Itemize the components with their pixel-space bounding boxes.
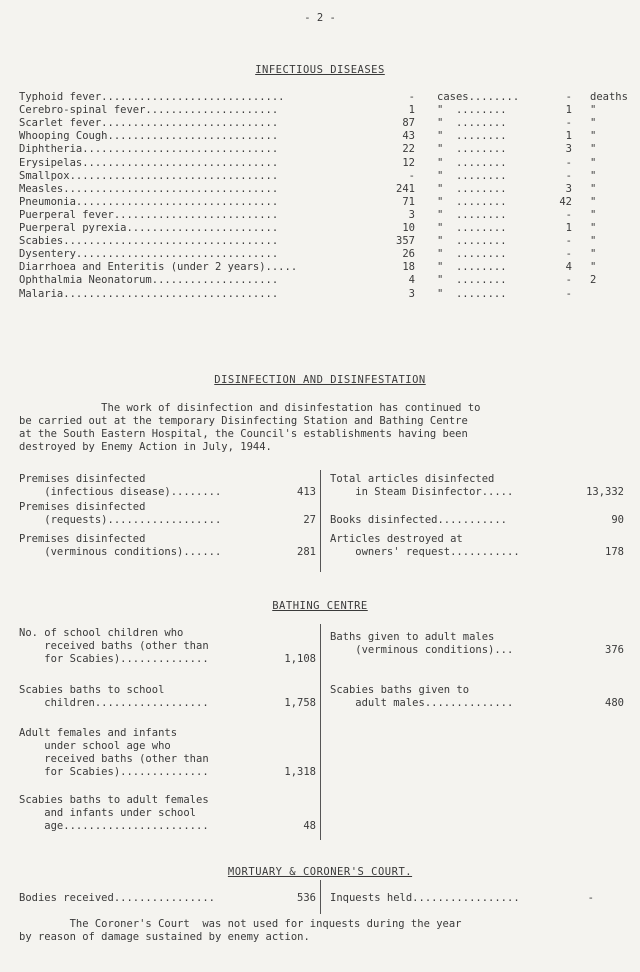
disease-row — [0, 261, 640, 275]
disease-name: Dysentery................................ — [19, 248, 279, 261]
mortuary-divider — [320, 880, 321, 914]
disease-name: Diarrhoea and Enteritis (under 2 years)..... — [19, 261, 298, 274]
deaths-ditto: " — [590, 104, 597, 117]
disease-deaths: 3 — [565, 143, 572, 156]
scabies-school-label: Scabies baths to school children.................. — [19, 684, 209, 709]
disease-deaths: - — [565, 287, 572, 300]
articles-destroyed-label: Articles destroyed at owners' request........... — [330, 533, 520, 558]
cases-ditto: " ........ — [437, 156, 507, 169]
disease-row — [0, 157, 640, 171]
deaths-ditto: 2 — [590, 274, 597, 287]
deaths-ditto: " — [590, 143, 597, 156]
cases-ditto: cases........ — [437, 91, 520, 103]
bodies-received-label: Bodies received................ — [19, 892, 215, 904]
disease-row — [0, 196, 640, 210]
inquests-held-label: Inquests held................. — [330, 892, 520, 904]
scabies-school-value: 1,758 — [284, 697, 316, 709]
disease-deaths: - — [565, 235, 572, 248]
cases-ditto: " ........ — [437, 208, 507, 221]
deaths-ditto: " — [590, 235, 597, 248]
coroner-paragraph: The Coroner's Court was not used for inquests during the year by reason of damage sustained by enemy action. — [19, 918, 462, 943]
adult-females-label: Adult females and infants under school age who received baths (other than for Scabies).............. — [19, 727, 209, 778]
total-articles-label: Total articles disinfected in Steam Disinfector..... — [330, 473, 514, 498]
disease-name: Cerebro-spinal fever..................... — [19, 104, 279, 117]
disease-row — [0, 143, 640, 157]
books-label: Books disinfected........... — [330, 514, 508, 526]
disease-name: Pneumonia................................ — [19, 195, 279, 208]
disease-name: Puerperal fever.......................... — [19, 208, 279, 221]
cases-ditto: " ........ — [437, 130, 507, 143]
premises-infectious-value: 413 — [297, 486, 316, 498]
cases-ditto: " ........ — [437, 287, 507, 300]
total-articles-value: 13,332 — [586, 486, 624, 498]
cases-ditto: " ........ — [437, 104, 507, 117]
deaths-ditto: " — [590, 130, 597, 143]
deaths-ditto: " — [590, 182, 597, 195]
disease-cases: 71 — [402, 195, 415, 208]
cases-ditto: " ........ — [437, 248, 507, 261]
deaths-ditto: deaths — [590, 91, 628, 103]
disease-deaths: 1 — [565, 104, 572, 117]
infectious-heading: INFECTIOUS DISEASES — [255, 64, 385, 76]
bathing-divider — [320, 624, 321, 840]
disease-name: Puerperal pyrexia........................ — [19, 222, 279, 234]
disease-deaths: - — [565, 208, 572, 221]
cases-ditto: " ........ — [437, 143, 507, 156]
disease-deaths: - — [565, 156, 572, 169]
mortuary-heading: MORTUARY & CORONER'S COURT. — [227, 866, 413, 878]
bathing-heading: BATHING CENTRE — [272, 600, 368, 612]
deaths-ditto: " — [590, 169, 597, 182]
inquests-held-value: - — [587, 892, 594, 904]
disinfection-paragraph: The work of disinfection and disinfestation has continued to be carried out at the temporary Disinfecting Station and Bathing Centre at the South Eastern Hospital, the Council's establishments having been destroyed by Enemy Action in July, 1944. — [19, 402, 481, 453]
deaths-ditto: " — [590, 248, 597, 261]
cases-ditto: " ........ — [437, 117, 507, 130]
disinfection-heading: DISINFECTION AND DISINFESTATION — [214, 374, 426, 386]
premises-infectious-label: Premises disinfected (infectious disease)........ — [19, 473, 222, 498]
disease-deaths: 42 — [559, 195, 572, 208]
adult-males-baths-label: Baths given to adult males (verminous conditions)... — [330, 631, 514, 656]
disease-deaths: - — [565, 169, 572, 182]
cases-ditto: " ........ — [437, 195, 507, 208]
disease-row — [0, 91, 640, 105]
school-children-baths-value: 1,108 — [284, 653, 316, 665]
disease-deaths: 1 — [565, 130, 572, 143]
disease-name: Diphtheria............................... — [19, 143, 279, 156]
deaths-ditto: " — [590, 222, 597, 234]
disease-name: Scabies.................................. — [19, 235, 279, 248]
disease-name: Scarlet fever............................ — [19, 117, 279, 130]
disease-name: Measles.................................. — [19, 182, 279, 195]
disease-cases: 4 — [408, 274, 415, 287]
disease-row — [0, 104, 640, 118]
disease-cases: 3 — [408, 208, 415, 221]
disease-deaths: 3 — [565, 182, 572, 195]
disease-deaths: 4 — [565, 261, 572, 274]
disease-row — [0, 170, 640, 184]
disease-deaths: - — [565, 117, 572, 130]
disease-cases: 87 — [402, 117, 415, 130]
disease-name: Erysipelas............................... — [19, 156, 279, 169]
disease-row — [0, 235, 640, 249]
cases-ditto: " ........ — [437, 261, 507, 274]
page-number: - 2 - — [304, 12, 336, 24]
disease-row — [0, 183, 640, 197]
premises-verminous-value: 281 — [297, 546, 316, 558]
disease-name: Whooping Cough........................... — [19, 130, 279, 143]
articles-destroyed-value: 178 — [605, 546, 624, 558]
disease-cases: 18 — [402, 261, 415, 274]
adult-males-baths-value: 376 — [605, 644, 624, 656]
disease-row — [0, 209, 640, 223]
disease-cases: 1 — [408, 104, 415, 117]
deaths-ditto: " — [590, 117, 597, 130]
disease-row — [0, 130, 640, 144]
disease-name: Ophthalmia Neonatorum.................... — [19, 274, 279, 287]
cases-ditto: " ........ — [437, 169, 507, 182]
disease-cases: - — [408, 91, 415, 103]
scabies-adult-males-label: Scabies baths given to adult males.............. — [330, 684, 514, 709]
scabies-adult-males-value: 480 — [605, 697, 624, 709]
disease-cases: 26 — [402, 248, 415, 261]
cases-ditto: " ........ — [437, 274, 507, 287]
disease-cases: 3 — [408, 287, 415, 300]
bodies-received-value: 536 — [297, 892, 316, 904]
disease-row — [0, 288, 640, 302]
scabies-adult-females-label: Scabies baths to adult females and infants under school age....................... — [19, 794, 209, 832]
deaths-ditto: " — [590, 156, 597, 169]
disease-cases: 357 — [396, 235, 415, 248]
deaths-ditto: " — [590, 261, 597, 274]
premises-verminous-label: Premises disinfected (verminous conditions)...... — [19, 533, 222, 558]
premises-requests-label: Premises disinfected (requests).................. — [19, 501, 222, 526]
cases-ditto: " ........ — [437, 182, 507, 195]
disease-cases: 10 — [402, 222, 415, 234]
disease-cases: 22 — [402, 143, 415, 156]
disease-row — [0, 117, 640, 131]
school-children-baths-label: No. of school children who received baths (other than for Scabies).............. — [19, 627, 209, 665]
disease-row — [0, 222, 640, 236]
disease-cases: 12 — [402, 156, 415, 169]
deaths-ditto: " — [590, 195, 597, 208]
disease-row — [0, 248, 640, 262]
disease-name: Smallpox................................. — [19, 169, 279, 182]
disease-cases: 43 — [402, 130, 415, 143]
books-value: 90 — [611, 514, 624, 526]
premises-requests-value: 27 — [303, 514, 316, 526]
disinfection-divider — [320, 470, 321, 572]
adult-females-value: 1,318 — [284, 766, 316, 778]
disease-cases: 241 — [396, 182, 415, 195]
disease-deaths: - — [565, 91, 572, 103]
cases-ditto: " ........ — [437, 222, 507, 234]
disease-deaths: - — [565, 248, 572, 261]
disease-cases: - — [408, 169, 415, 182]
disease-deaths: 1 — [565, 222, 572, 234]
disease-row — [0, 274, 640, 288]
disease-name: Malaria.................................. — [19, 287, 279, 300]
disease-deaths: - — [565, 274, 572, 287]
scabies-adult-females-value: 48 — [303, 820, 316, 832]
deaths-ditto: " — [590, 208, 597, 221]
cases-ditto: " ........ — [437, 235, 507, 248]
disease-name: Typhoid fever............................. — [19, 91, 285, 103]
